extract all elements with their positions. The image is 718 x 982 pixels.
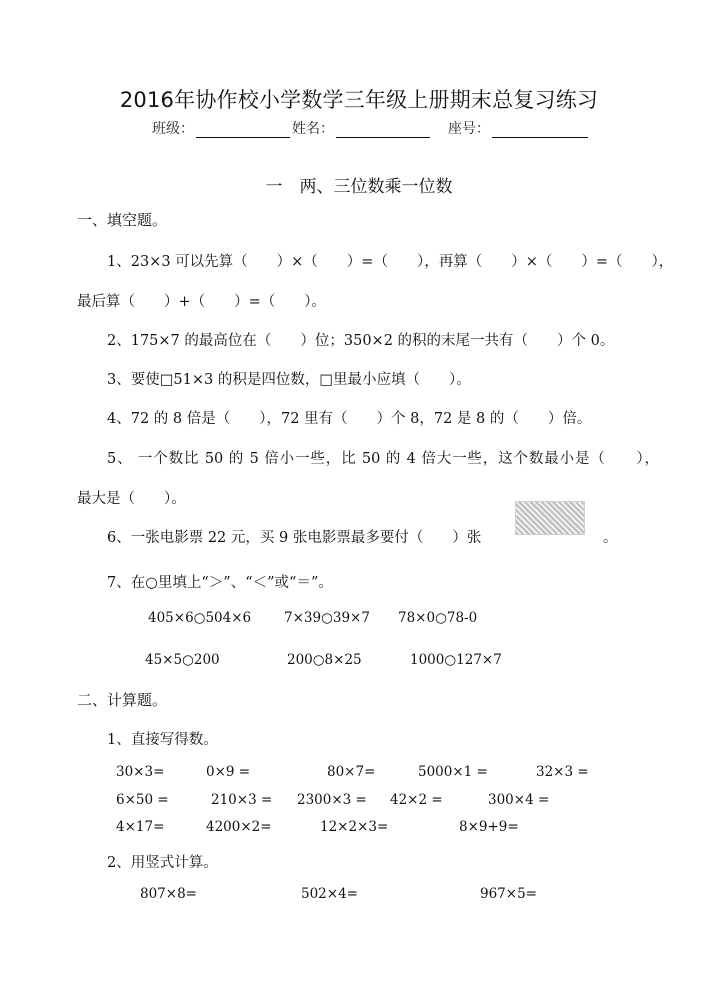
direct-calc-item: 2300×3 =: [297, 792, 367, 808]
direct-calc-item: 4200×2=: [206, 819, 272, 835]
sub-question-1: 1、直接写得数。: [107, 732, 218, 748]
compare-item: 7×39○39×7: [284, 610, 370, 626]
question-7: 7、在○里填上“＞”、“＜”或“＝”。: [107, 575, 333, 591]
question-1-line-2: 最后算（ ）+（ ）=（ ）。: [77, 294, 327, 310]
question-3: 3、要使□51×3 的积是四位数，□里最小应填（ ）。: [107, 372, 471, 388]
seat-blank[interactable]: [492, 121, 588, 138]
compare-item: 45×5○200: [145, 652, 220, 668]
class-label: 班级：: [152, 121, 194, 137]
class-blank[interactable]: [196, 121, 290, 138]
question-4: 4、72 的 8 倍是（ ），72 里有（ ）个 8，72 是 8 的（ ）倍。: [107, 411, 592, 427]
direct-calc-item: 6×50 =: [116, 792, 169, 808]
name-blank[interactable]: [336, 121, 430, 138]
direct-calc-item: 32×3 =: [536, 764, 589, 780]
compare-item: 405×6○504×6: [148, 610, 252, 626]
scanned-image-fragment: [515, 501, 585, 535]
direct-calc-item: 300×4 =: [488, 792, 550, 808]
question-1-line-1: 1、23×3 可以先算（ ）×（ ）=（ ），再算（ ）×（ ）=（ ），: [107, 254, 674, 270]
question-6-end: 。: [603, 530, 618, 546]
vertical-calc-item: 967×5=: [480, 886, 537, 902]
name-label: 姓名：: [292, 121, 334, 137]
student-info-line: [152, 118, 590, 138]
direct-calc-item: 8×9+9=: [459, 819, 519, 835]
direct-calc-item: 4×17=: [116, 819, 165, 835]
seat-label: 座号：: [448, 121, 490, 137]
direct-calc-item: 80×7=: [327, 764, 376, 780]
direct-calc-item: 12×2×3=: [320, 819, 389, 835]
question-6: 6、一张电影票 22 元，买 9 张电影票最多要付（ ）张: [107, 530, 482, 546]
question-5-line-2: 最大是（ ）。: [77, 491, 186, 507]
direct-calc-item: 30×3=: [116, 764, 165, 780]
question-2: 2、175×7 的最高位在（ ）位；350×2 的积的末尾一共有（ ）个 0。: [107, 333, 615, 349]
question-5-line-1: 5、 一个数比 50 的 5 倍小一些，比 50 的 4 倍大一些，这个数最小是（ ），: [107, 451, 659, 467]
direct-calc-item: 42×2 =: [390, 792, 443, 808]
section-title: 一 两、三位数乘一位数: [265, 177, 453, 197]
vertical-calc-item: 502×4=: [301, 886, 358, 902]
compare-item: 200○8×25: [287, 652, 362, 668]
compare-item: 1000○127×7: [410, 652, 502, 668]
compare-item: 78×0○78-0: [398, 610, 478, 626]
vertical-calc-item: 807×8=: [140, 886, 197, 902]
part2-heading: 二、计算题。: [77, 691, 168, 709]
sub-question-2: 2、用竖式计算。: [107, 855, 218, 871]
page-title: 2016年协作校小学数学三年级上册期末总复习练习: [119, 88, 599, 112]
direct-calc-item: 5000×1 =: [418, 764, 488, 780]
part1-heading: 一、填空题。: [77, 211, 168, 229]
direct-calc-item: 210×3 =: [211, 792, 273, 808]
direct-calc-item: 0×9 =: [206, 764, 251, 780]
